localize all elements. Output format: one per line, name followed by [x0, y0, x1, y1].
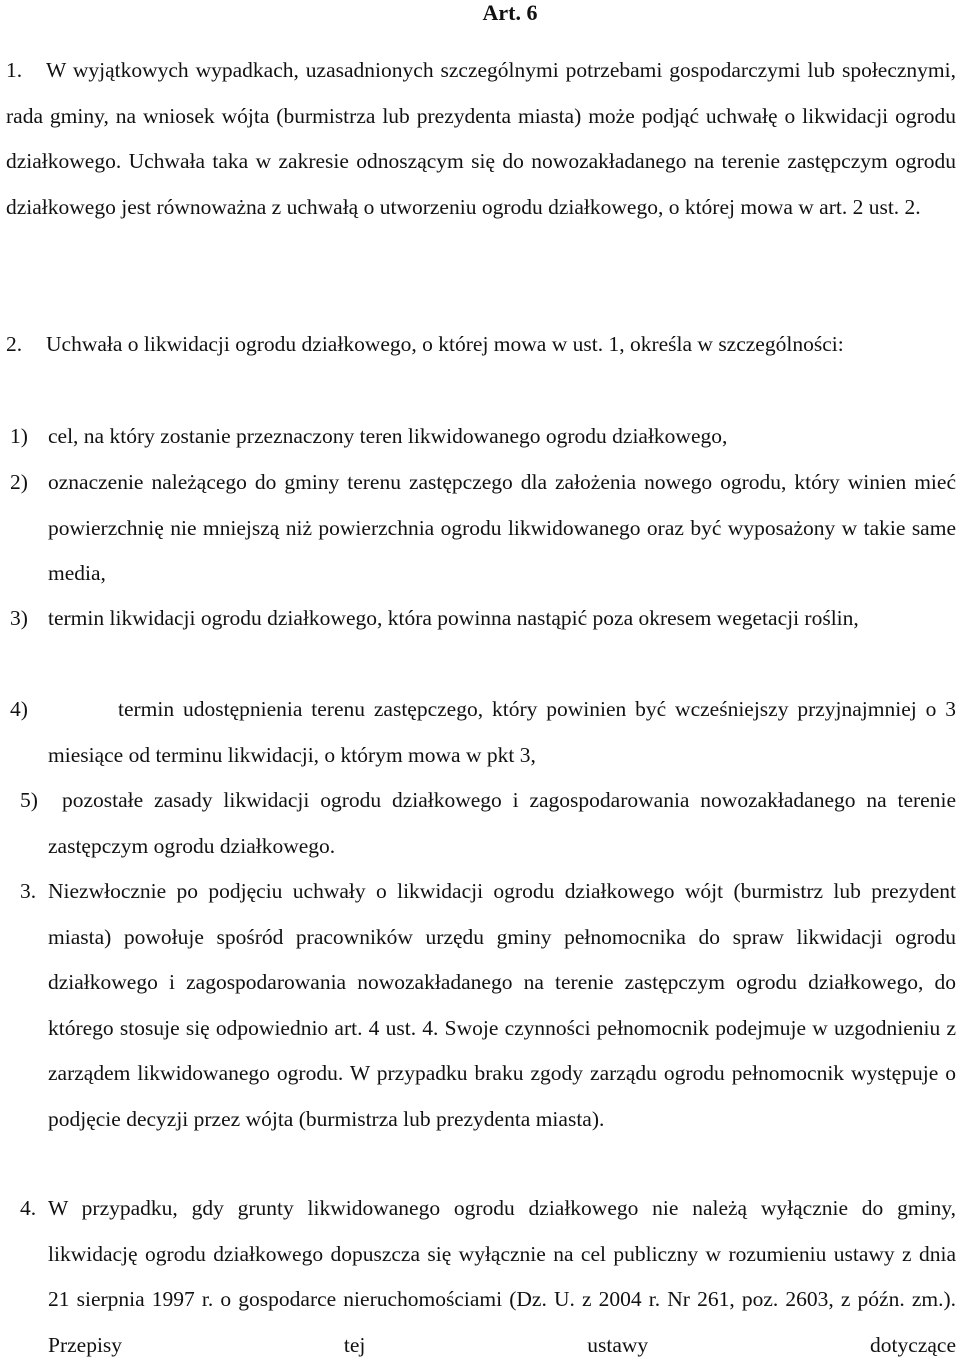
paragraph-2: [6, 322, 956, 368]
item-text: oznaczenie należącego do gminy terenu zastępczego dla założenia nowego ogrodu, który winien mieć powierzchnię nie mniejszą niż powierzchnia ogrodu likwidowanego oraz być wyposażony w takie same media,: [48, 470, 956, 585]
item-text: pozostałe zasady likwidacji ogrodu działkowego i zagospodarowania nowozakładanego na terenie zastępczym ogrodu działkowego.: [48, 788, 956, 858]
item-number: 3): [10, 606, 28, 630]
item-number: 1): [10, 424, 28, 448]
article-title: Art. 6: [482, 0, 538, 25]
item-text: termin udostępnienia terenu zastępczego, który powinien być wcześniejszy przyjnajmniej o 3 miesiące od terminu likwidacji, o którym mowa w pkt 3,: [48, 697, 956, 767]
item-text: termin likwidacji ogrodu działkowego, która powinna nastąpić poza okresem wegetacji roślin,: [48, 606, 859, 630]
paragraph-number: 3.: [20, 879, 37, 903]
paragraph-text: W przypadku, gdy grunty likwidowanego ogrodu działkowego nie należą wyłącznie do gminy, likwidację ogrodu działkowego dopuszcza się wyłącznie na cel publiczny w rozumieniu ustawy z dnia 21 sierpnia 1997 r. o gospodarce nieruchomościami (Dz. U. z 2004 r. Nr 261, poz. 2603, z późn. zm.). Przepisy tej ustawy dotyczące: [48, 1196, 956, 1357]
paragraph-number: 1.: [6, 58, 23, 82]
paragraph-text: Niezwłocznie po podjęciu uchwały o likwidacji ogrodu działkowego wójt (burmistrz lub prezydent miasta) powołuje spośród pracowników urzędu gminy pełnomocnika do spraw likwidacji ogrodu działkowego i zagospodarowania nowozakładanego na terenie zastępczym ogrodu działkowego, do którego stosuje się odpowiednio art. 4 ust. 4. Swoje czynności pełnomocnik podejmuje w uzgodnieniu z zarządem likwidowanego ogrodu. W przypadku braku zgody zarządu ogrodu pełnomocnik występuje o podjęcie decyzji przez wójta (burmistrza lub prezydenta miasta).: [48, 879, 956, 1131]
item-number: 4): [10, 697, 28, 721]
paragraph-number: 4.: [20, 1196, 37, 1220]
list-item-1: [10, 414, 956, 460]
paragraph-1: [6, 48, 956, 230]
paragraph-text: Uchwała o likwidacji ogrodu działkowego, o której mowa w ust. 1, określa w szczególności:: [46, 332, 844, 356]
item-number: 5): [20, 788, 38, 812]
item-number: 2): [10, 470, 28, 494]
paragraph-text: W wyjątkowych wypadkach, uzasadnionych szczególnymi potrzebami gospodarczymi lub społecznymi, rada gminy, na wniosek wójta (burmistrza lub prezydenta miasta) może podjąć uchwałę o likwidacji ogrodu działkowego. Uchwała taka w zakresie odnoszącym się do nowozakładanego na terenie zastępczym ogrodu działkowego jest równoważna z uchwałą o utworzeniu ogrodu działkowego, o której mowa w art. 2 ust. 2.: [6, 58, 956, 219]
paragraph-number: 2.: [6, 332, 23, 356]
item-text: cel, na który zostanie przeznaczony teren likwidowanego ogrodu działkowego,: [48, 424, 728, 448]
